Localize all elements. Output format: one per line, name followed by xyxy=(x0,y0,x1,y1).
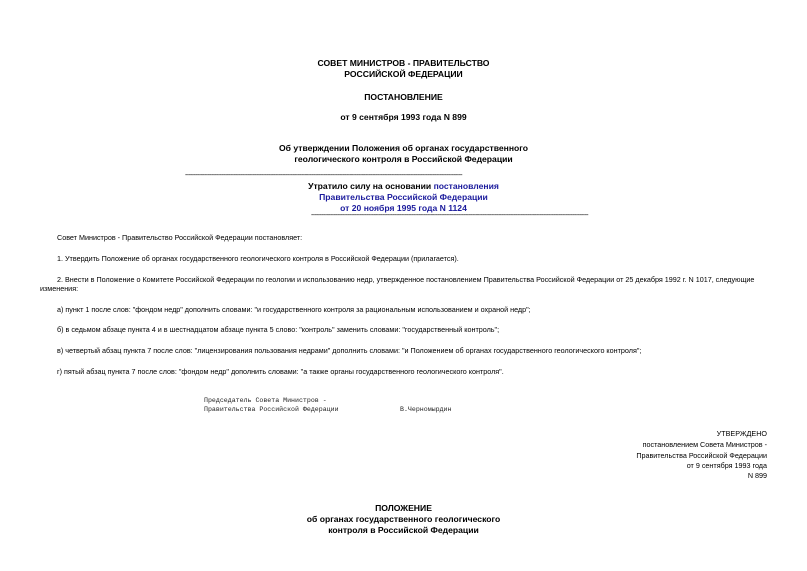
item-d: г) пятый абзац пункта 7 после слов: "фондом недр" дополнить словами: "а также органы государственного геологического контроля". xyxy=(57,367,504,376)
status-divider-top: ---------------------------------------------------------------------------------------------------------------------------------------------------------------- xyxy=(185,172,462,179)
item-b: б) в седьмом абзаце пункта 4 и в шестнадцатом абзаце пункта 5 слово: "контроль" заменить словами: "государственный контроль"; xyxy=(57,325,500,334)
item-c: в) четвертый абзац пункта 7 после слов: "лицензирования пользования недрами" дополнить словами: "и Положением об органах государственного геологического контроля"; xyxy=(57,346,642,355)
document-date: от 9 сентября 1993 года N 899 xyxy=(340,112,467,122)
document-subject-line2: геологического контроля в Российской Федерации xyxy=(294,154,513,164)
approval-title: УТВЕРЖДЕНО xyxy=(716,429,767,438)
regulation-title: ПОЛОЖЕНИЕ xyxy=(375,503,432,513)
repeal-link-line2[interactable]: Правительства Российской Федерации xyxy=(319,192,488,202)
org-name-line2: РОССИЙСКОЙ ФЕДЕРАЦИИ xyxy=(344,69,463,79)
document-type: ПОСТАНОВЛЕНИЕ xyxy=(364,92,443,102)
repeal-link-line3[interactable]: от 20 ноября 1995 года N 1124 xyxy=(340,203,467,213)
intro-paragraph: Совет Министров - Правительство Российской Федерации постановляет: xyxy=(57,233,303,242)
item-2: 2. Внести в Положение о Комитете Российской Федерации по геологии и использованию недр, утвержденное постановлением Правительства Российской Федерации от 25 декабря 1992 г. N 1017, следующие изменения: xyxy=(40,275,755,293)
signature-line2: Правительства Российской Федерации xyxy=(204,406,339,413)
approval-date: от 9 сентября 1993 года xyxy=(686,461,767,470)
item-a: а) пункт 1 после слов: "фондом недр" дополнить словами: "и государственного контроля за рациональным использованием и охраной недр"; xyxy=(57,305,531,314)
approval-line2: постановлением Совета Министров - xyxy=(642,440,767,449)
approval-number: N 899 xyxy=(747,471,767,480)
status-prefix: Утратило силу на основании xyxy=(308,181,434,191)
status-line1 xyxy=(0,181,807,191)
org-name-line1: СОВЕТ МИНИСТРОВ - ПРАВИТЕЛЬСТВО xyxy=(317,58,490,68)
signatory-name: В.Черномырдин xyxy=(400,406,452,413)
repeal-link-part1[interactable]: постановления xyxy=(433,181,499,191)
regulation-subtitle-line2: контроля в Российской Федерации xyxy=(328,525,479,535)
status-divider-bottom: ---------------------------------------------------------------------------------------------------------------------------------------------------------------- xyxy=(311,212,588,219)
approval-line3: Правительства Российской Федерации xyxy=(636,451,767,460)
signature-line1: Председатель Совета Министров - xyxy=(204,397,327,404)
document-subject-line1: Об утверждении Положения об органах государственного xyxy=(278,143,528,153)
item-1: 1. Утвердить Положение об органах государственного геологического контроля в Российской Федерации (прилагается). xyxy=(57,254,459,263)
regulation-subtitle-line1: об органах государственного геологического xyxy=(306,514,501,524)
